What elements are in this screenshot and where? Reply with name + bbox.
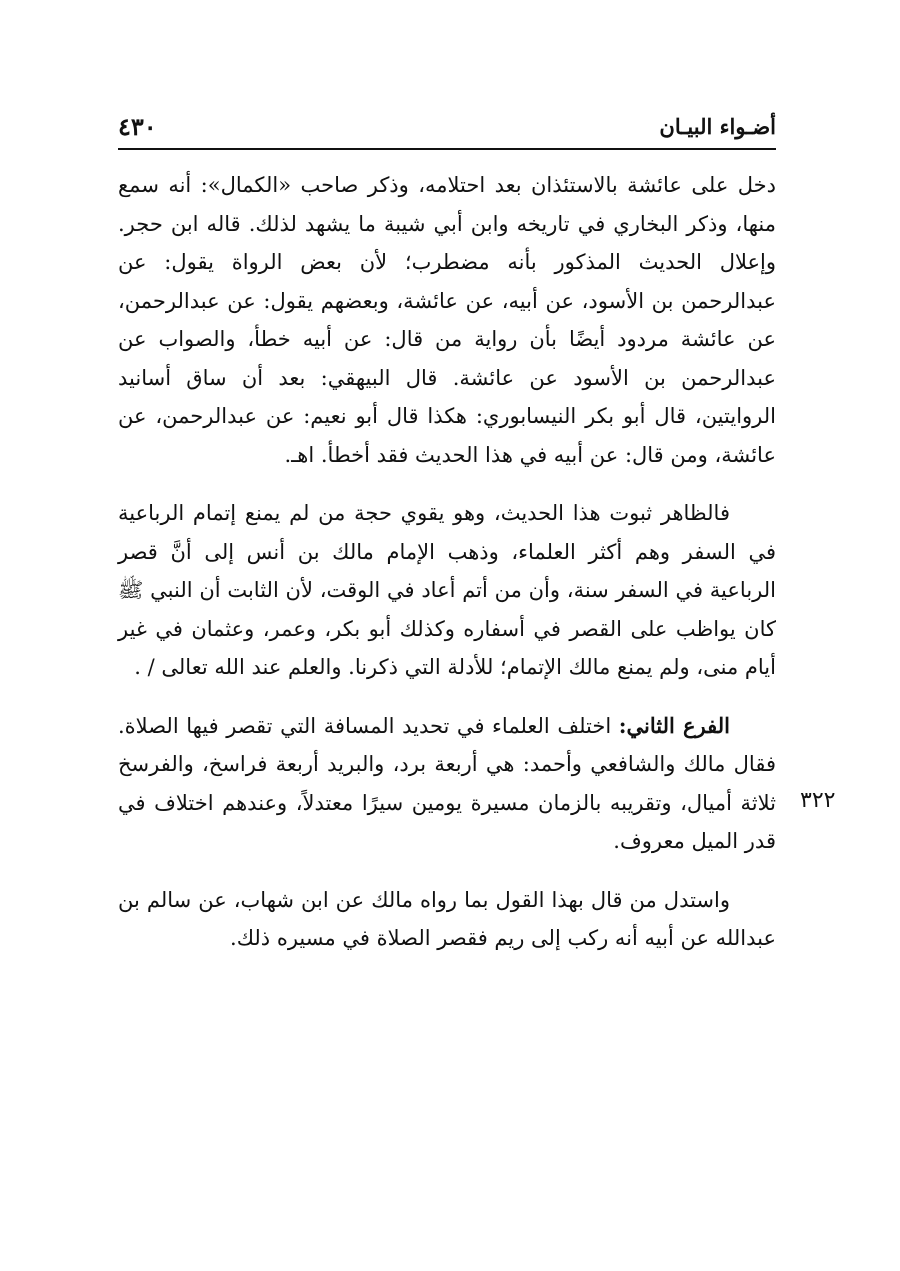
margin-page-reference: ٣٢٢ (800, 788, 836, 813)
paragraph-text: دخل على عائشة بالاستئذان بعد احتلامه، وذكر صاحب «الكمال»: أنه سمع منها، وذكر البخاري في تاريخه وابن أبي شيبة ما يشهد لذلك. قاله ابن حجر. وإعلال الحديث المذكور بأنه مضطرب؛ لأن بعض الرواة يقول: عن عبدالرحمن بن الأسود، عن أبيه، عن عائشة، وبعضهم يقول: عن عبدالرحمن، عن عائشة مردود أيضًا بأن رواية من قال: عن أبيه خطأ، والصواب عن عبدالرحمن بن الأسود عن عائشة. قال البيهقي: بعد أن ساق أسانيد الروايتين، قال أبو بكر النيسابوري: هكذا قال أبو نعيم: عن عبدالرحمن، عن عائشة، ومن قال: عن أبيه في هذا الحديث فقد أخطأ. اهـ. (118, 173, 776, 467)
paragraph-text: واستدل من قال بهذا القول بما رواه مالك عن ابن شهاب، عن سالم بن عبدالله عن أبيه أنه ركب إلى ريم فقصر الصلاة في مسيره ذلك. (118, 887, 776, 950)
header-divider (118, 148, 776, 150)
paragraph-continuation (118, 166, 776, 474)
page-number: ٤٣٠ (118, 112, 157, 141)
paragraph-evidence (118, 881, 776, 958)
paragraph-text: اختلف العلماء في تحديد المسافة التي تقصر فيها الصلاة. فقال مالك والشافعي وأحمد: هي أربعة برد، والبريد أربعة فراسخ، والفرسخ ثلاثة أميال، وتقريبه بالزمان مسيرة يومين سيرًا معتدلاً، وعندهم اختلاف في قدر الميل معروف. (118, 713, 776, 853)
page-header (118, 110, 776, 148)
page-body (118, 166, 776, 958)
paragraph-text: فالظاهر ثبوت هذا الحديث، وهو يقوي حجة من لم يمنع إتمام الرباعية في السفر وهم أكثر العلماء، وذهب الإمام مالك بن أنس إلى أنَّ قصر الرباعية في السفر سنة، وأن من أتم أعاد في الوقت، لأن الثابت أن النبي ﷺ كان يواظب على القصر في أسفاره وكذلك أبو بكر، وعمر، وعثمان في غير أيام منى، ولم يمنع مالك الإتمام؛ للأدلة التي ذكرنا. والعلم عند الله تعالى / . (118, 501, 776, 679)
running-title: أضـواء البيـان (659, 114, 776, 139)
paragraph-apparent-ruling (118, 494, 776, 687)
paragraph-second-branch (118, 707, 776, 861)
section-lead-heading: الفرع الثاني: (618, 712, 730, 738)
